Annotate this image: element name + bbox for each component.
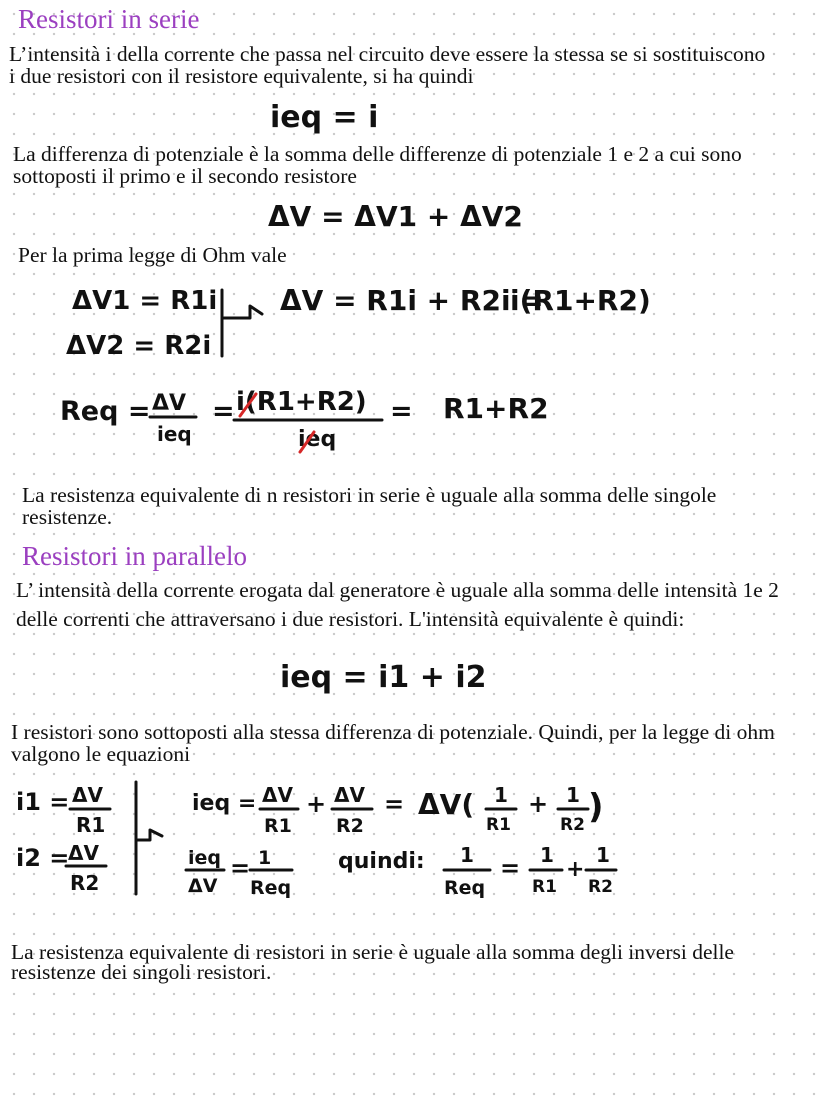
equals-sign: = — [230, 854, 251, 882]
fraction-num: 1 — [494, 783, 508, 807]
bracket-arrow-icon — [222, 290, 262, 356]
formula-ieq-lhs: ieq = — [192, 791, 257, 816]
fraction-den: R2 — [70, 871, 100, 895]
delta-v-factor: ΔV( — [418, 788, 475, 821]
title-resistori-in-parallelo: Resistori in parallelo — [22, 541, 247, 571]
title-resistori-in-serie: Resistori in serie — [18, 4, 200, 34]
fraction-num: 1 — [566, 783, 580, 807]
fraction-den: R1 — [486, 815, 511, 835]
fraction-delta-v-num: ΔV — [152, 391, 187, 416]
plus-sign: + — [566, 857, 585, 882]
fraction-num: ΔV — [334, 783, 365, 807]
fraction-i-r-sum-num: i(R1+R2) — [236, 387, 367, 417]
fraction-den: R1 — [532, 877, 557, 897]
fraction-den: Req — [250, 877, 292, 899]
equals-sign-2: = — [390, 396, 413, 427]
equals-sign: = — [384, 790, 405, 818]
plus-sign: + — [306, 790, 327, 818]
fraction-num: 1 — [596, 843, 610, 867]
parallelo-equations-paragraph: I resistori sono sottoposti alla stessa differenza di potenziale. Quindi, per la legge di ohm valgono le equazioni — [11, 720, 775, 766]
quindi-label: quindi: — [338, 849, 425, 874]
equals-sign: = — [500, 854, 521, 882]
fraction-num: 1 — [460, 843, 474, 867]
fraction-den: R2 — [336, 815, 364, 837]
equals-sign: = — [212, 396, 235, 427]
fraction-ieq-den: ieq — [157, 422, 192, 446]
fraction-den: Req — [444, 877, 486, 899]
serie-conclusion-paragraph: La resistenza equivalente di n resistori in serie è uguale alla somma delle singole resistenze. — [22, 483, 717, 529]
formula-ieq-equals-i: ieq = i — [270, 100, 379, 135]
fraction-num: 1 — [258, 847, 272, 869]
bracket-arrow-icon — [136, 782, 162, 894]
fraction-den: ΔV — [188, 875, 218, 897]
fraction-num: ΔV — [72, 783, 103, 807]
formula-delta-v2: ΔV2 = R2i — [66, 331, 212, 361]
parallelo-intro-paragraph: L’ intensità della corrente erogata dal generatore è uguale alla somma delle intensità 1e 2 delle correnti che attraversano i due resistori. L'intensità equivalente è quindi: — [16, 578, 779, 631]
formula-i-times-sum: i(R1+R2) — [510, 284, 651, 317]
formula-r1-plus-r2: R1+R2 — [443, 392, 549, 425]
fraction-num: ΔV — [262, 783, 293, 807]
serie-ohm-paragraph: Per la prima legge di Ohm vale — [18, 243, 287, 267]
fraction-num: ΔV — [68, 841, 99, 865]
fraction-den: R2 — [588, 877, 613, 897]
formula-delta-v-expanded: ΔV = R1i + R2i = — [280, 284, 544, 317]
fraction-ieq-den-2: ieq — [298, 427, 337, 452]
fraction-num: ieq — [188, 847, 221, 869]
serie-potential-paragraph: La differenza di potenziale è la somma delle differenze di potenziale 1 e 2 a cui sono sottoposti il primo e il secondo resistore — [13, 142, 742, 188]
plus-sign: + — [528, 790, 549, 818]
formula-delta-v-sum: ΔV = ΔV1 + ΔV2 — [268, 200, 523, 233]
serie-intro-paragraph: L’intensità i della corrente che passa nel circuito deve essere la stessa se si sostituiscono i due resistori con il resistore equivalente, si ha quindi — [9, 42, 766, 88]
fraction-den: R1 — [264, 815, 292, 837]
formula-req-lhs: Req = — [60, 396, 151, 427]
fraction-num: 1 — [540, 843, 554, 867]
formula-delta-v1: ΔV1 = R1i — [72, 286, 218, 316]
close-paren: ) — [588, 787, 604, 827]
formula-ieq-sum: ieq = i1 + i2 — [280, 660, 487, 695]
fraction-den: R2 — [560, 815, 585, 835]
formula-i2-lhs: i2 = — [16, 844, 70, 872]
formula-i1-lhs: i1 = — [16, 788, 70, 816]
parallelo-conclusion-paragraph: La resistenza equivalente di resistori in serie è uguale alla somma degli inversi delle resistenze dei singoli resistori. — [11, 940, 734, 984]
fraction-den: R1 — [76, 813, 106, 837]
